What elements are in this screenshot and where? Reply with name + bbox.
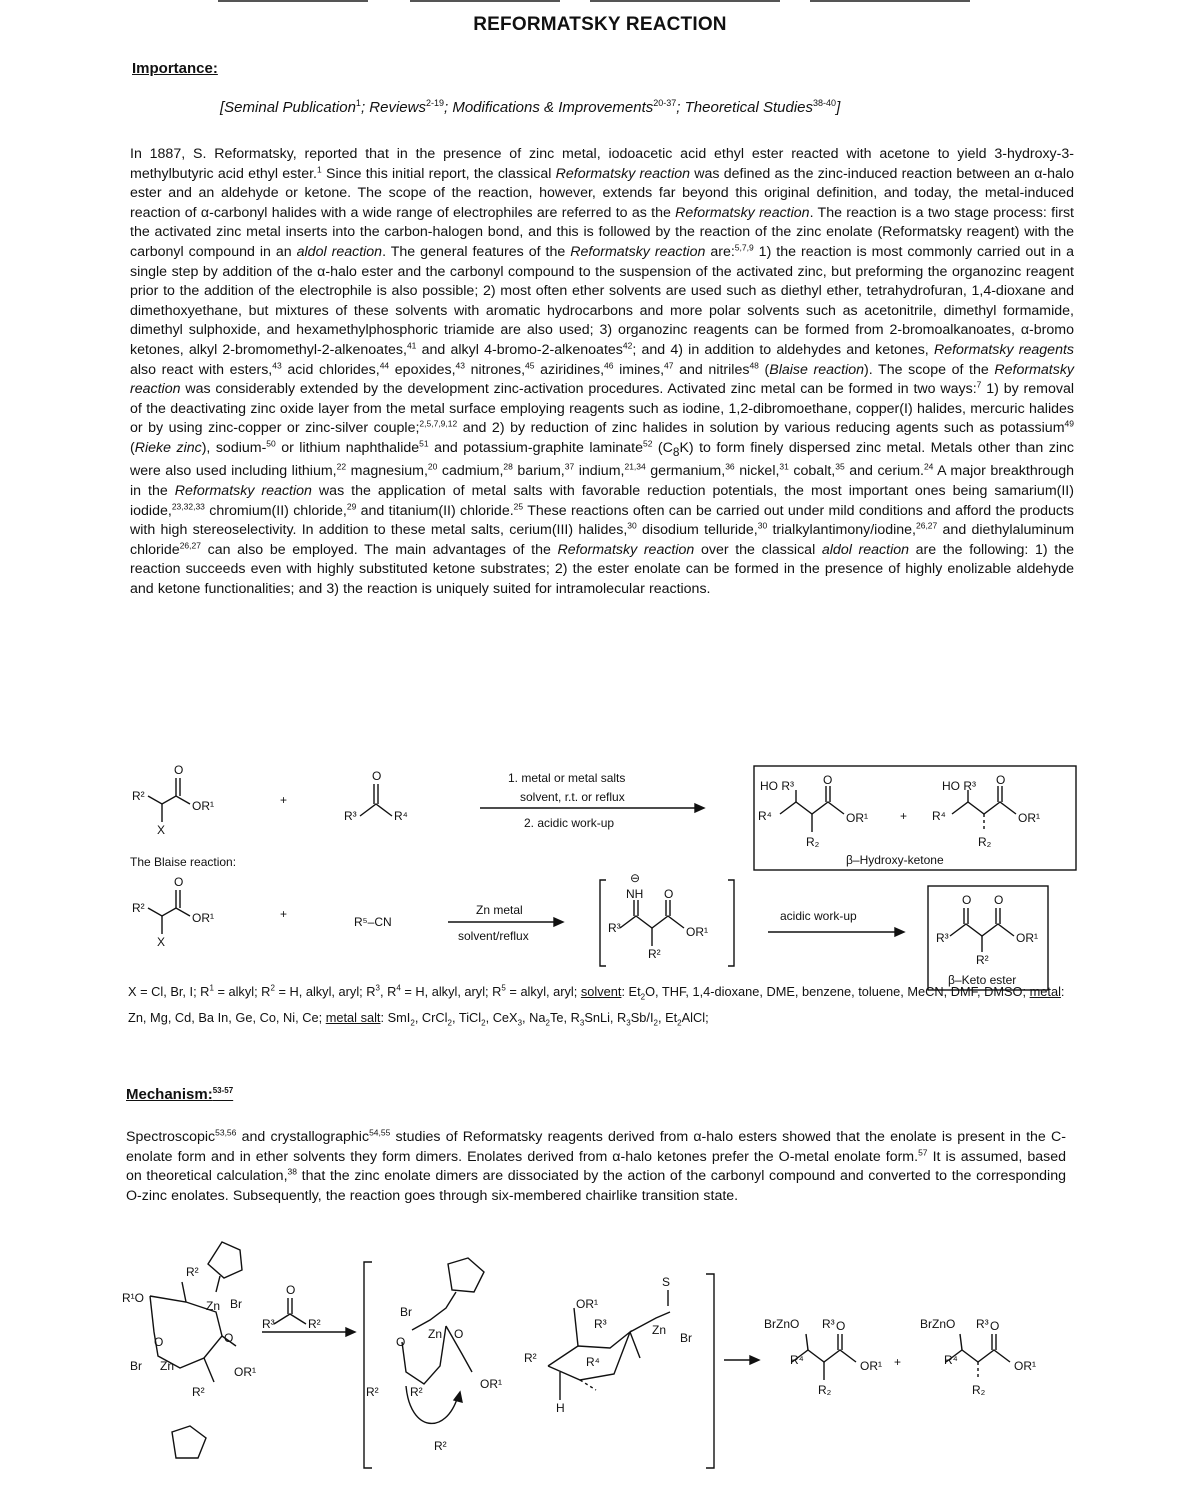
- label-o: O: [823, 773, 833, 787]
- label-or1: OR¹: [860, 1359, 882, 1373]
- label-r2: R₂: [972, 1383, 986, 1397]
- label-o: O: [836, 1319, 846, 1333]
- br-label: Br: [680, 1331, 692, 1345]
- top-page-rules: [0, 0, 1200, 6]
- zn-label: Zn: [160, 1359, 175, 1373]
- label-r2: R²: [186, 1265, 199, 1279]
- label-x: X: [157, 935, 166, 949]
- label-r4: R⁴: [790, 1353, 804, 1367]
- label-o: O: [396, 1335, 406, 1349]
- label-or1: OR¹: [846, 811, 868, 825]
- label-anion: ⊖: [630, 871, 641, 885]
- label-o: O: [154, 1335, 164, 1349]
- label-or1: OR¹: [576, 1297, 598, 1311]
- br-label: Br: [400, 1305, 412, 1319]
- label-o: O: [174, 763, 184, 777]
- label-r3: R³: [976, 1317, 989, 1331]
- label-o: O: [990, 1319, 1000, 1333]
- label-r4: R⁴: [944, 1353, 958, 1367]
- label-r3: R³: [594, 1317, 607, 1331]
- reaction-scheme-general: [120, 760, 1080, 992]
- top-rule: [218, 0, 368, 2]
- label-r2: R²: [434, 1439, 447, 1453]
- mechanism-heading: [126, 1086, 233, 1103]
- label-r4: R⁴: [932, 809, 946, 823]
- top-rule: [810, 0, 970, 2]
- seminal-ref: 1: [355, 98, 361, 108]
- label-r3: R³: [608, 921, 621, 935]
- importance-heading: Importance:: [132, 60, 218, 77]
- zn-solvent: solvent/reflux: [458, 929, 529, 943]
- label-or1: OR¹: [192, 911, 214, 925]
- label-r2: R₂: [818, 1383, 832, 1397]
- label-nh: NH: [626, 887, 644, 901]
- scheme-footnote: X = Cl, Br, I; $R^1$ = alkyl; $R^2 = H$, alkyl, aryl; $R^3$, $R^4 = H$, alkyl, aryl; $R^5$ = alkyl, aryl; solvent: $Et_2O$, THF, 1,4-dioxane, DME, benzene, toluene, MeCN, DMF, DMSO; metal: Zn, Mg, Cd, Ba In, Ge, Co, Ni, Ce; metal salt: SmI$_2$, CrCl$_2$, TiCl$_2$, CeX$_3$, $Na_2Te$, $R_3SnLi$, $R_3Sb/I_2$, $Et_2AlCl$;: [128, 983, 1065, 1028]
- keto-label: β–Keto ester: [948, 973, 1017, 987]
- plus-sign: +: [900, 809, 908, 823]
- label-o: O: [664, 887, 674, 901]
- label-ho-r3: HO R³: [760, 779, 794, 793]
- plus-sign: +: [280, 793, 288, 807]
- mechanism-paragraph: Spectroscopic$^{53,56}$ and crystallographic$^{54,55}$ studies of Reformatsky reagents derived from α-halo esters showed that the enolate is present in the C-enolate form and in ether solvents they form dimers. Enolates derived from α-halo ketones prefer the O-metal enolate form.$^{57}$ It is assumed, based on theoretical calculation,$^{38}$ that the zinc enolate dimers are dissociated by the action of the carbonyl compound and converted to the corresponding O-zinc enolates. Subsequently, the reaction goes through six-membered chairlike transition state.: [126, 1127, 1066, 1204]
- label-o: O: [286, 1283, 296, 1297]
- s-label: S: [662, 1275, 671, 1289]
- zn-condition: Zn metal: [476, 903, 523, 917]
- label-or1: OR¹: [192, 799, 214, 813]
- label-o: O: [994, 893, 1004, 907]
- page-title: REFORMATSKY REACTION: [473, 14, 727, 35]
- zn-label: Zn: [206, 1299, 221, 1313]
- brzno-label: BrZnO: [764, 1317, 800, 1331]
- zn-label: Zn: [652, 1323, 667, 1337]
- label-r2: R₂: [978, 835, 992, 849]
- blaise-label: The Blaise reaction:: [130, 855, 237, 869]
- label-o: O: [962, 893, 972, 907]
- label-r3: R³: [936, 931, 949, 945]
- brzno-label: BrZnO: [920, 1317, 956, 1331]
- mods-label: Modifications & Improvements: [452, 99, 654, 116]
- label-r4: R⁴: [394, 809, 408, 823]
- label-x: X: [157, 823, 166, 837]
- workup-label: acidic work-up: [780, 909, 857, 923]
- label-r2: R²: [192, 1385, 205, 1399]
- condition-metal: 1. metal or metal salts: [508, 771, 626, 785]
- mods-ref: 20-37: [653, 98, 677, 108]
- label-o: O: [454, 1327, 464, 1341]
- zn-label: Zn: [428, 1327, 443, 1341]
- label-or1: OR¹: [686, 925, 708, 939]
- label-or1: OR¹: [1014, 1359, 1036, 1373]
- importance-paragraph: In 1887, S. Reformatsky, reported that in the presence of zinc metal, iodoacetic acid ethyl ester reacted with acetone to yield 3-hydroxy-3-methylbutyric acid ethyl ester.$^1$ Since this initial report, the classical Reformatsky reaction was defined as the zinc-induced reaction between an α-halo ester and an aldehyde or ketone. The scope of the reaction, however, extends far beyond this original definition, and today, the metal-induced reaction of α-carbonyl halides with a wide range of electrophiles are referred to as the Reformatsky reaction. The reaction is a two stage process: first the activated zinc metal inserts into the carbon-halogen bond, and this is followed by the reaction of the zinc enolate (Reformatsky reagent) with the carbonyl compound in an aldol reaction. The general features of the Reformatsky reaction are:$^{5,7,9}$ 1) the reaction is most commonly carried out in a single step by addition of the α-halo ester and the carbonyl compound to the suspension of the activated zinc, but preforming the organozinc reagent prior to the addition of the electrophile is also possible; 2) most often ether solvents are used such as diethyl ether, tetrahydrofuran, 1,4-dioxane and dimethoxyethane, but mixtures of these solvents with aromatic hydrocarbons and more polar solvents such as acetonitrile, dimethyl formamide, dimethyl sulphoxide, and hexamethylphosphoric triamide are also used; 3) organozinc reagents can be formed from 2-bromoalkanoates, α-bromo ketones, alkyl 2-bromomethyl-2-alkenoates,$^{41}$ and alkyl 4-bromo-2-alkenoates$^{42}$; and 4) in addition to aldehydes and ketones, Reformatsky reagents also react with esters,$^{43}$ acid chlorides,$^{44}$ epoxides,$^{43}$ nitrones,$^{45}$ aziridines,$^{46}$ imines,$^{47}$ and nitriles$^{48}$ (Blaise reaction). The scope of the Reformatsky reaction was considerably extended by the development zinc-activation procedures. Activated zinc metal can be formed in two ways:$^7$ 1) by removal of the deactivating zinc oxide layer from the metal surface employing reagents such as iodine, 1,2-dibromoethane, copper(I) halides, mercuric halides or by using zinc-copper or zinc-silver couple;$^{2,5,7,9,12}$ and 2) by reduction of zinc halides in solution by various reducing agents such as potassium$^{49}$ (Rieke zinc), sodium-$^{50}$ or lithium naphthalide$^{51}$ and potassium-graphite laminate$^{52}$ $(C_8K)$ to form finely dispersed zinc metal. Metals other than zinc were also used including lithium,$^{22}$ magnesium,$^{20}$ cadmium,$^{28}$ barium,$^{37}$ indium,$^{21,34}$ germanium,$^{36}$ nickel,$^{31}$ cobalt,$^{35}$ and cerium.$^{24}$ A major breakthrough in the Reformatsky reaction was the application of metal salts with favorable reduction potentials, the most important ones being samarium(II) iodide,$^{23,32,33}$ chromium(II) chloride,$^{29}$ and titanium(II) chloride.$^{25}$ These reactions often can be carried out under mild conditions and afford the products with high stereoselectivity. In addition to these metal salts, cerium(III) halides,$^{30}$ disodium telluride,$^{30}$ trialkylantimony/iodine,$^{26,27}$ and diethylaluminum chloride$^{26,27}$ can also be employed. The main advantages of the Reformatsky reaction over the classical aldol reaction are the following: 1) the reaction succeeds even with highly substituted ketone substrates; 2) the ester enolate can be formed in the presence of highly enolizable aldehyde and ketone functionalities; and 3) the reaction is uniquely suited for intramolecular reactions.: [130, 146, 1075, 597]
- label-or1: OR¹: [1016, 931, 1038, 945]
- label-or1: OR¹: [480, 1377, 502, 1391]
- label-r3: R³: [344, 809, 357, 823]
- label-or1: OR¹: [234, 1365, 256, 1379]
- label-r1o: R¹O: [122, 1291, 144, 1305]
- reviews-label: Reviews: [369, 99, 426, 116]
- label-r2: R²: [976, 953, 989, 967]
- label-r2: R²: [648, 947, 661, 961]
- product-label: β–Hydroxy-ketone: [846, 853, 944, 867]
- label-r2: R²: [366, 1385, 379, 1399]
- label-r4: R⁴: [586, 1355, 600, 1369]
- label-r2: R²: [132, 901, 145, 915]
- top-rule: [410, 0, 560, 2]
- nitrile-label: R⁵–CN: [354, 915, 392, 929]
- theory-ref: 38-40: [813, 98, 837, 108]
- label-o: O: [174, 875, 184, 889]
- br-label: Br: [230, 1297, 242, 1311]
- mechanism-ref: 53-57: [212, 1086, 234, 1095]
- mechanism-heading-text: Mechanism:: [126, 1086, 213, 1103]
- condition-workup: 2. acidic work-up: [524, 816, 615, 830]
- label-r4: R⁴: [758, 809, 772, 823]
- label-o: O: [372, 769, 382, 783]
- label-r2: R²: [410, 1385, 423, 1399]
- label-h: H: [556, 1401, 565, 1415]
- reviews-ref: 2-19: [425, 98, 444, 108]
- reference-summary: [Seminal Publication$^1$; Reviews$^{2-19}$; Modifications & Improvements$^{20-37}$; Theoretical Studies$^{38-40}$]: [220, 98, 841, 116]
- label-r3: R³: [822, 1317, 835, 1331]
- label-or1: OR¹: [1018, 811, 1040, 825]
- label-r2: R²: [524, 1351, 537, 1365]
- label-r2: R²: [132, 789, 145, 803]
- seminal-label: Seminal Publication: [224, 99, 356, 116]
- top-rule: [590, 0, 780, 2]
- label-r2: R₂: [806, 835, 820, 849]
- label-r2: R²: [308, 1317, 321, 1331]
- reaction-scheme-mechanism: [110, 1236, 1070, 1476]
- label-o: O: [996, 773, 1006, 787]
- br-label: Br: [130, 1359, 142, 1373]
- plus-sign: +: [280, 907, 288, 921]
- label-r3: R³: [262, 1317, 275, 1331]
- plus-sign: +: [894, 1355, 902, 1369]
- condition-solvent: solvent, r.t. or reflux: [520, 790, 625, 804]
- label-o: O: [224, 1331, 234, 1345]
- theory-label: Theoretical Studies: [684, 99, 814, 116]
- label-ho-r3: HO R³: [942, 779, 976, 793]
